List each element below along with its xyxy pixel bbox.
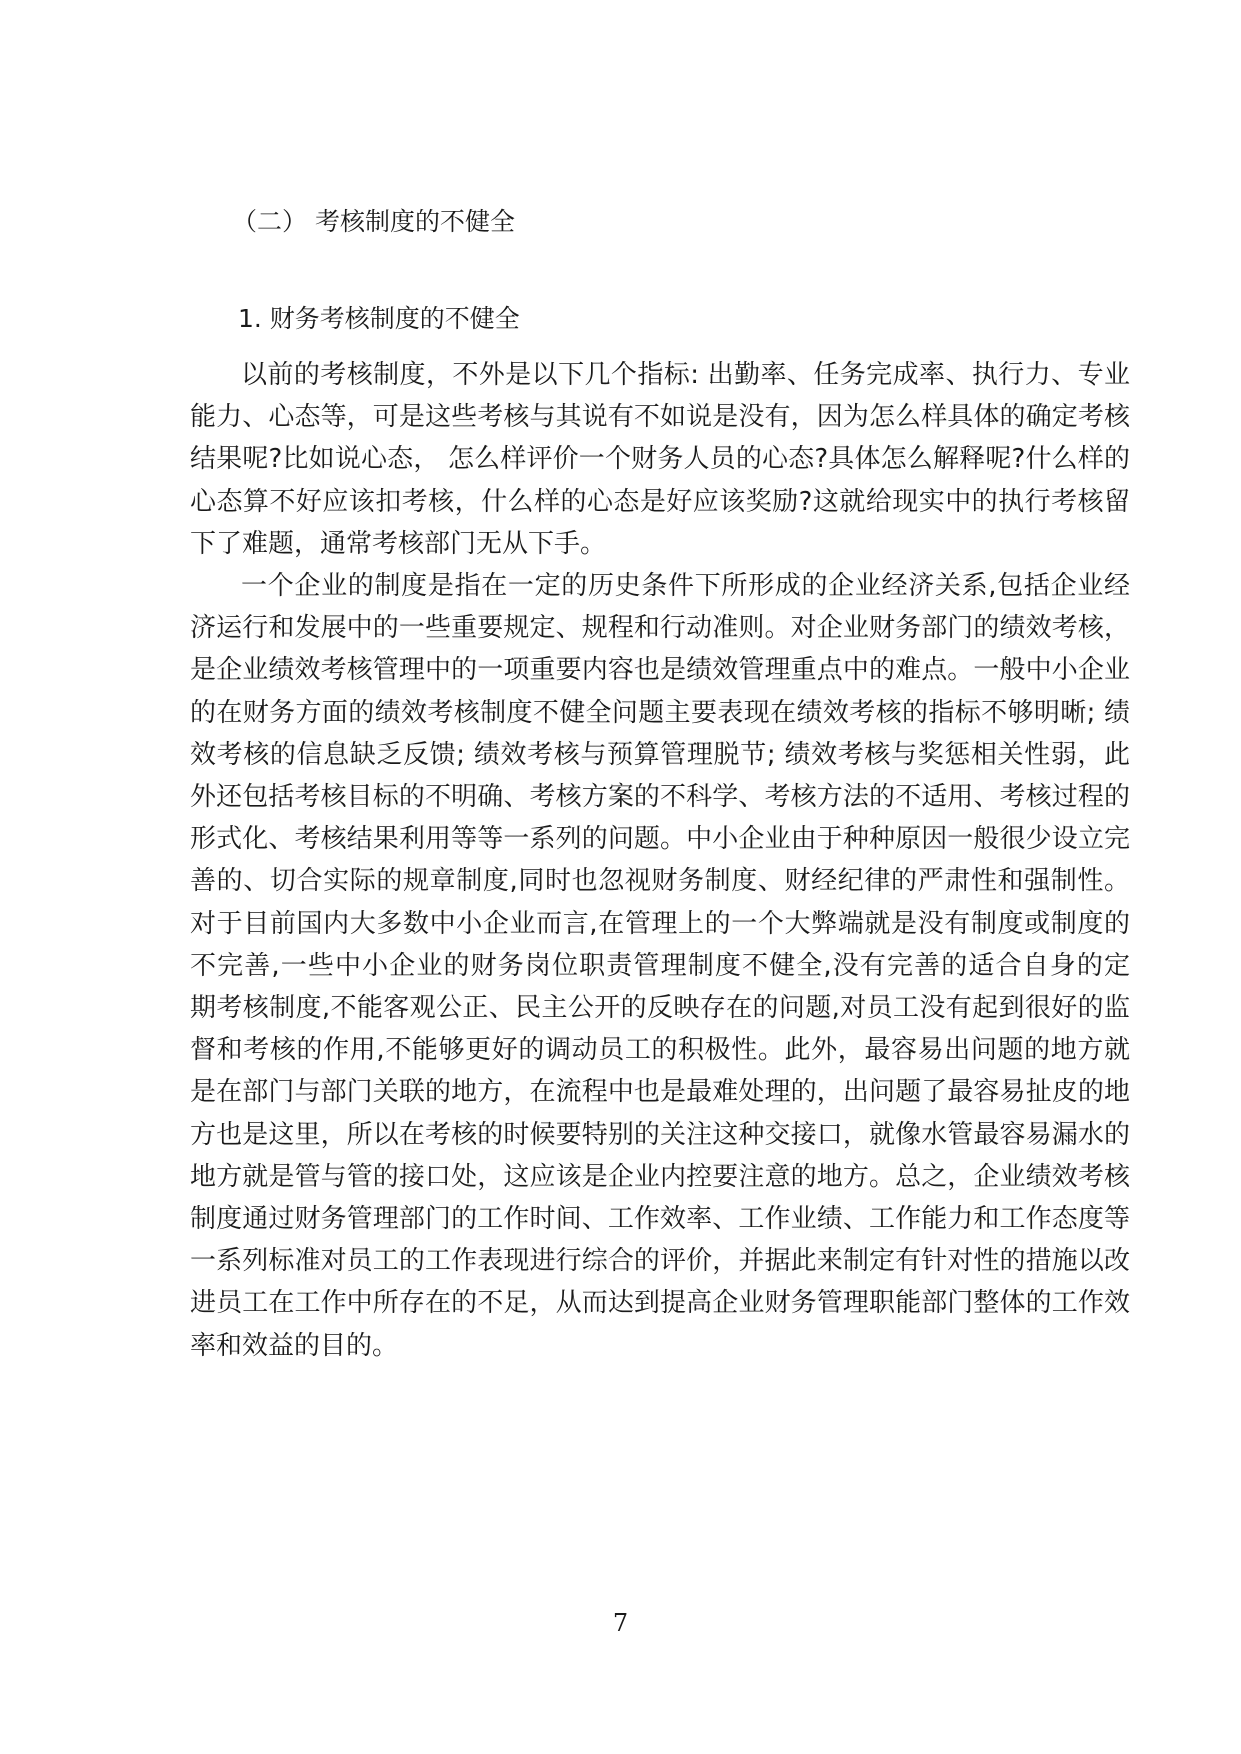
paragraph-1-line: 结果呢?比如说心态， 怎么样评价一个财务人员的心态?具体怎么解释呢?什么样的	[190, 444, 1130, 475]
paragraph-2-line: 对于目前国内大多数中小企业而言,在管理上的一个大弊端就是没有制度或制度的	[190, 908, 1130, 939]
paragraph-2-line: 是企业绩效考核管理中的一项重要内容也是绩效管理重点中的难点。一般中小企业	[190, 655, 1130, 686]
paragraph-2-line: 不完善,一些中小企业的财务岗位职责管理制度不健全,没有完善的适合自身的定	[190, 950, 1130, 981]
paragraph-1-line: 以前的考核制度，不外是以下几个指标: 出勤率、任务完成率、执行力、专业	[241, 360, 1130, 390]
paragraph-2-line: 一系列标准对员工的工作表现进行综合的评价，并据此来制定有针对性的措施以改	[190, 1246, 1130, 1277]
paragraph-1-line: 能力、心态等，可是这些考核与其说有不如说是没有，因为怎么样具体的确定考核	[190, 402, 1130, 433]
paragraph-2-line: 外还包括考核目标的不明确、考核方案的不科学、考核方法的不适用、考核过程的	[190, 782, 1130, 812]
paragraph-2-line: 制度通过财务管理部门的工作时间、工作效率、工作业绩、工作能力和工作态度等	[190, 1204, 1130, 1234]
paragraph-2-line: 督和考核的作用,不能够更好的调动员工的积极性。此外，最容易出问题的地方就	[190, 1035, 1130, 1066]
paragraph-2-line: 济运行和发展中的一些重要规定、规程和行动准则。对企业财务部门的绩效考核，	[190, 613, 1130, 644]
paragraph-2-line: 是在部门与部门关联的地方，在流程中也是最难处理的，出问题了最容易扯皮的地	[190, 1077, 1130, 1108]
paragraph-2-line: 进员工在工作中所存在的不足，从而达到提高企业财务管理职能部门整体的工作效	[190, 1288, 1130, 1319]
paragraph-1-line: 下了难题，通常考核部门无从下手。	[190, 528, 607, 559]
paragraph-2-line: 一个企业的制度是指在一定的历史条件下所形成的企业经济关系,包括企业经	[241, 571, 1130, 601]
paragraph-2-line: 地方就是管与管的接口处，这应该是企业内控要注意的地方。总之，企业绩效考核	[190, 1161, 1130, 1192]
section-heading: （二） 考核制度的不健全	[232, 207, 515, 236]
paragraph-2-line: 率和效益的目的。	[190, 1330, 399, 1361]
page-number: 7	[612, 1609, 629, 1637]
paragraph-2-line: 期考核制度,不能客观公正、民主公开的反映存在的问题,对员工没有起到很好的监	[190, 993, 1130, 1023]
paragraph-2-line: 方也是这里，所以在考核的时候要特别的关注这种交接口，就像水管最容易漏水的	[190, 1119, 1130, 1150]
paragraph-1-line: 心态算不好应该扣考核，什么样的心态是好应该奖励?这就给现实中的执行考核留	[190, 486, 1130, 517]
paragraph-2-line: 效考核的信息缺乏反馈; 绩效考核与预算管理脱节; 绩效考核与奖惩相关性弱，此	[190, 739, 1130, 770]
paragraph-2-line: 的在财务方面的绩效考核制度不健全问题主要表现在绩效考核的指标不够明晰; 绩	[190, 697, 1130, 728]
paragraph-2-line: 形式化、考核结果利用等等一系列的问题。中小企业由于种种原因一般很少设立完	[190, 824, 1130, 855]
paragraph-2-line: 善的、切合实际的规章制度,同时也忽视财务制度、财经纪律的严肃性和强制性。	[190, 866, 1130, 897]
subsection-heading: 1. 财务考核制度的不健全	[238, 304, 520, 333]
